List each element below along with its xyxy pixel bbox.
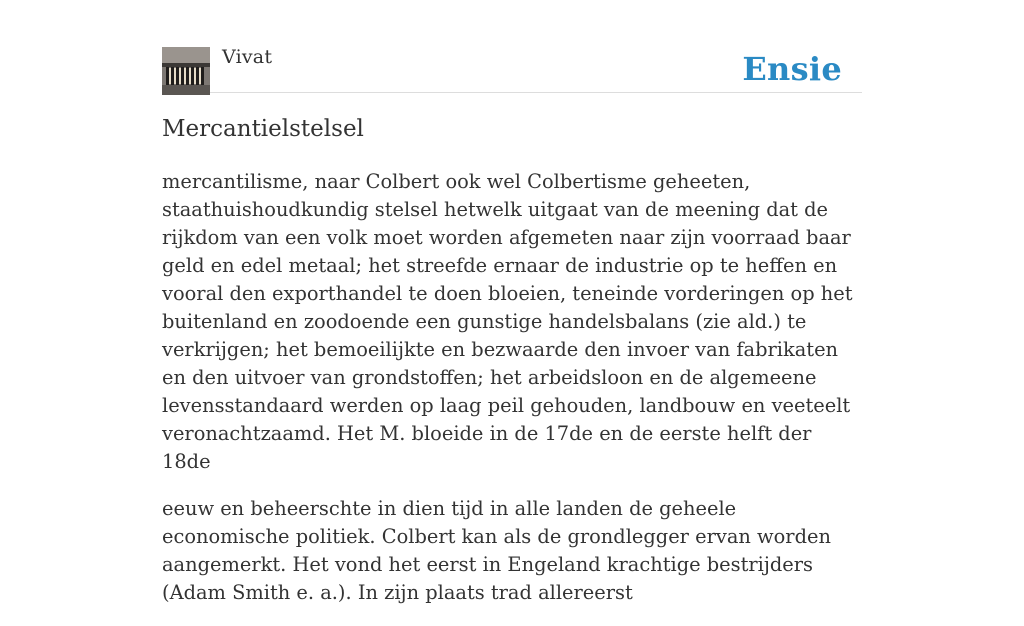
article-header xyxy=(162,0,862,93)
author-name[interactable]: Vivat xyxy=(222,46,273,68)
avatar-image xyxy=(162,47,210,95)
article-page xyxy=(162,0,862,604)
article-paragraph: mercantilisme, naar Colbert ook wel Colbertisme geheeten, staathuishoudkundig stelsel hetwelk uitgaat van de meening dat de rijkdom van een volk moet worden afgemeten naar zijn voorraad baar geld en edel metaal; het streefde ernaar de industrie op te heffen en vooral den exporthandel te doen bloeien, teneinde vorderingen op het buitenland en zoodoende een gunstige handelsbalans (zie ald.) te verkrijgen; het bemoeilijkte en bezwaarde den invoer van fabrikaten en den uitvoer van grondstoffen; het arbeidsloon en de algemeene levensstandaard werden op laag peil gehouden, landbouw en veeteelt veronachtzaamd. Het M. bloeide in de 17de en de eerste helft der 18de xyxy=(162,170,853,473)
site-logo[interactable]: Ensie xyxy=(742,50,842,88)
article-body xyxy=(162,168,866,626)
author-avatar[interactable] xyxy=(162,47,210,95)
article-paragraph: eeuw en beheerschte in dien tijd in alle landen de geheele economische politiek. Colbert kan als de grondlegger ervan worden aangemerkt. Het vond het eerst in Engeland krachtige bestrijders (Adam Smith e. a.). In zijn plaats trad allereerst xyxy=(162,497,831,604)
article-title: Mercantielstelsel xyxy=(162,116,364,142)
